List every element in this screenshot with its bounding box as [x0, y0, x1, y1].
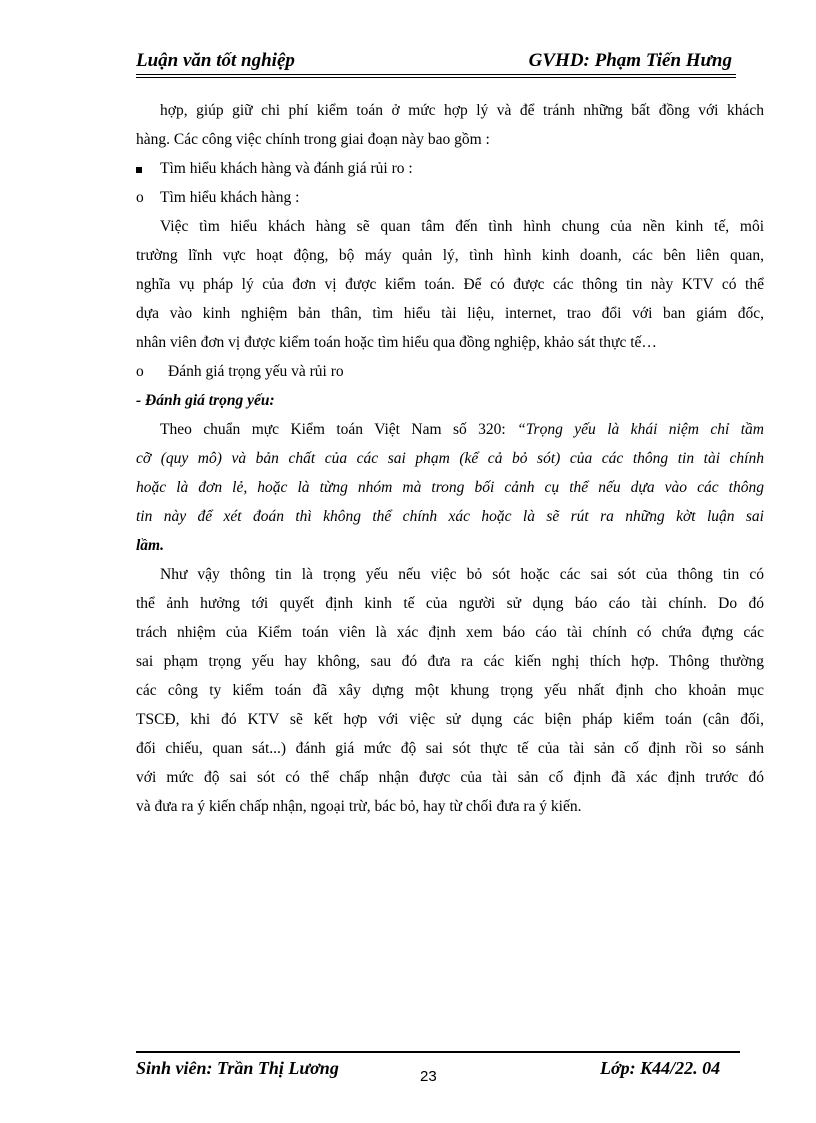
quote-line: lầm.: [136, 537, 164, 554]
paragraph-line: trường lĩnh vực hoạt động, bộ máy quản lý, tình hình kinh doanh, các bên liên quan,: [136, 247, 764, 264]
paragraph-line: Như vậy thông tin là trọng yếu nếu việc bỏ sót hoặc các sai sót của thông tin có: [160, 566, 764, 583]
paragraph-line: TSCĐ, khi đó KTV sẽ kết hợp với việc sử dụng các biện pháp kiểm toán (cân đối,: [136, 711, 764, 728]
bullet-text: Tìm hiểu khách hàng :: [160, 189, 300, 206]
subheading: - Đánh giá trọng yếu:: [136, 392, 275, 409]
bullet-text: Tìm hiểu khách hàng và đánh giá rủi ro :: [160, 160, 413, 177]
paragraph-line: trách nhiệm của Kiểm toán viên là xác định xem báo cáo tài chính có chứa đựng các: [136, 624, 764, 641]
paragraph-line: đối chiếu, quan sát...) đánh giá mức độ sai sót thực tế của tài sản cố định rồi so sánh: [136, 740, 764, 757]
document-body: [136, 96, 764, 821]
quote-line: tin này để xét đoán thì không thể chính xác hoặc là sẽ rút ra những kờt luận sai: [136, 508, 764, 525]
paragraph-line: nghĩa vụ pháp lý của đơn vị được kiểm toán. Để có được các thông tin này KTV có thể: [136, 276, 764, 293]
paragraph-line: với mức độ sai sót có thể chấp nhận được của tài sản cố định đã xác định trước đó: [136, 769, 764, 786]
header-thesis-title: Luận văn tốt nghiệp: [136, 50, 295, 71]
bullet-item-materiality: [136, 357, 764, 386]
paragraph-line: thể ảnh hưởng tới quyết định kinh tế của người sử dụng báo cáo tài chính. Do đó: [136, 595, 764, 612]
quote-line: cỡ (quy mô) và bản chất của các sai phạm (kể cả bỏ sót) của các thông tin tài chính: [136, 450, 764, 467]
quote-lead: Theo chuẩn mực Kiểm toán Việt Nam số 320:: [160, 421, 518, 438]
paragraph-line: sai phạm trọng yếu hay không, sau đó đưa ra các kiến nghị thích hợp. Thông thường: [136, 653, 764, 670]
paragraph-line: hàng. Các công việc chính trong giai đoạn này bao gồm :: [136, 131, 490, 148]
page-number: 23: [420, 1068, 437, 1085]
paragraph-line: hợp, giúp giữ chi phí kiểm toán ở mức hợp lý và để tránh những bất đồng với khách: [160, 102, 764, 119]
paragraph-line: Việc tìm hiểu khách hàng sẽ quan tâm đến tình hình chung của nền kinh tế, môi: [160, 218, 764, 235]
paragraph-line: nhân viên đơn vị được kiểm toán hoặc tìm hiểu qua đồng nghiệp, khảo sát thực tế…: [136, 334, 657, 351]
page-header: [136, 50, 736, 78]
circle-bullet-icon: o: [136, 189, 144, 206]
header-advisor: GVHD: Phạm Tiến Hưng: [528, 50, 732, 71]
quote-text: “Trọng yếu là khái niệm chỉ tầm: [517, 421, 764, 438]
quote-line: hoặc là đơn lẻ, hoặc là từng nhóm mà trong bối cảnh cụ thể nếu dựa vào các thông: [136, 479, 764, 496]
circle-bullet-icon: o: [136, 363, 144, 380]
paragraph-line: và đưa ra ý kiến chấp nhận, ngoại trừ, bác bỏ, hay từ chối đưa ra ý kiến.: [136, 798, 582, 815]
paragraph-line: dựa vào kinh nghiệm bản thân, tìm hiểu tài liệu, internet, trao đổi với ban giám đốc,: [136, 305, 764, 322]
bullet-item-client: [136, 183, 764, 212]
paragraph-line: [136, 415, 764, 444]
footer-divider: [136, 1051, 740, 1053]
bullet-text: Đánh giá trọng yếu và rủi ro: [168, 363, 344, 380]
footer-student: Sinh viên: Trần Thị Lương: [136, 1058, 339, 1078]
footer-class: Lớp: K44/22. 04: [600, 1058, 721, 1078]
bullet-item-risk: [136, 154, 764, 183]
square-bullet-icon: [136, 154, 142, 183]
paragraph-line: các công ty kiểm toán đã xây dựng một khung trọng yếu nhất định cho khoản mục: [136, 682, 764, 699]
